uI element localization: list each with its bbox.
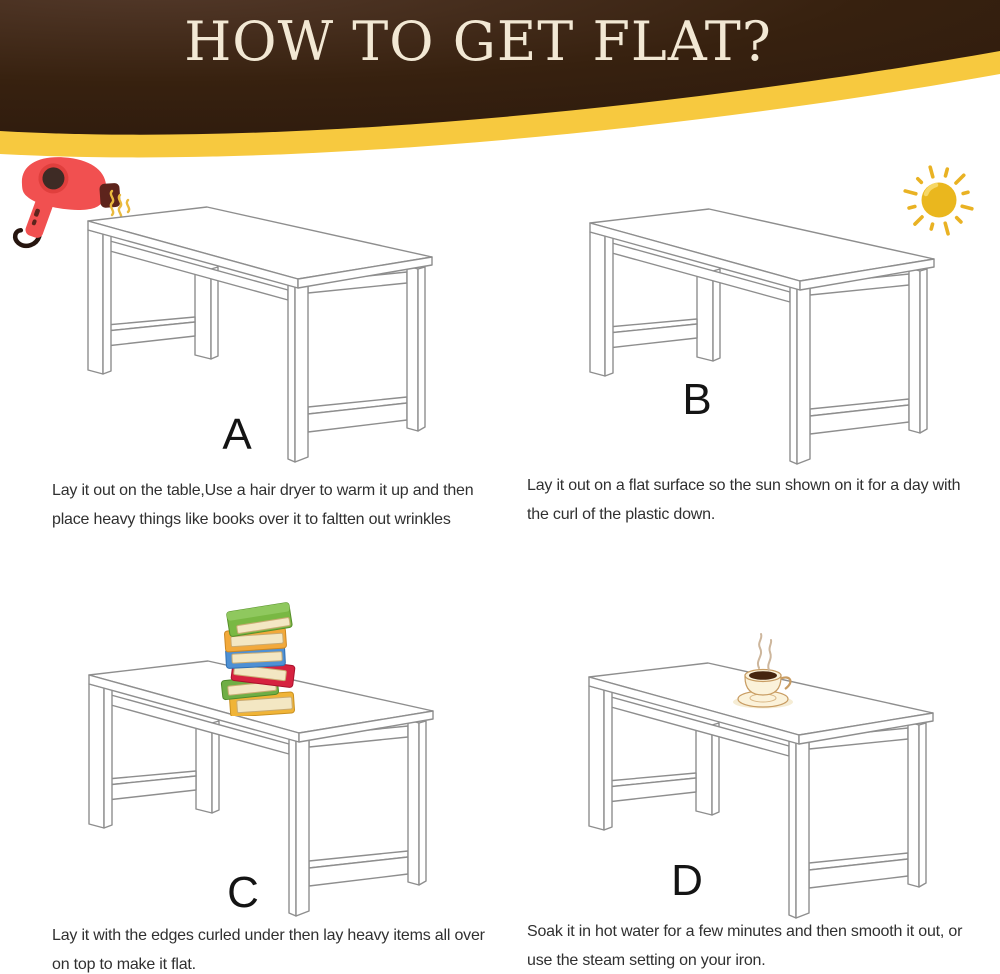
step-label-c: C [227, 868, 259, 917]
caption-a [52, 476, 473, 534]
caption-a-line2: place heavy things like books over it to faltten out wrinkles [52, 511, 451, 528]
step-label-a: A [222, 410, 252, 459]
books-icon [220, 602, 300, 716]
caption-d-line2: use the steam setting on your iron. [527, 952, 766, 969]
table-illustration-b [572, 197, 942, 472]
caption-b [527, 471, 960, 529]
caption-b-line1: Lay it out on a flat surface so the sun shown on it for a day with [527, 477, 961, 494]
step-label-b: B [682, 375, 712, 424]
caption-c-line2: on top to make it flat. [52, 956, 196, 973]
caption-a-line1: Lay it out on the table,Use a hair dryer to warm it up and then [52, 482, 474, 499]
page-title: HOW TO GET FLAT? [184, 10, 772, 73]
caption-b-line2: the curl of the plastic down. [527, 506, 716, 523]
caption-c-line1: Lay it with the edges curled under then lay heavy items all over [52, 927, 485, 944]
caption-d-line1: Soak it in hot water for a few minutes and then smooth it out, or [527, 923, 963, 940]
caption-d [527, 917, 962, 974]
coffee-cup-icon [715, 632, 810, 712]
step-label-d: D [671, 856, 703, 905]
caption-c [52, 921, 485, 974]
